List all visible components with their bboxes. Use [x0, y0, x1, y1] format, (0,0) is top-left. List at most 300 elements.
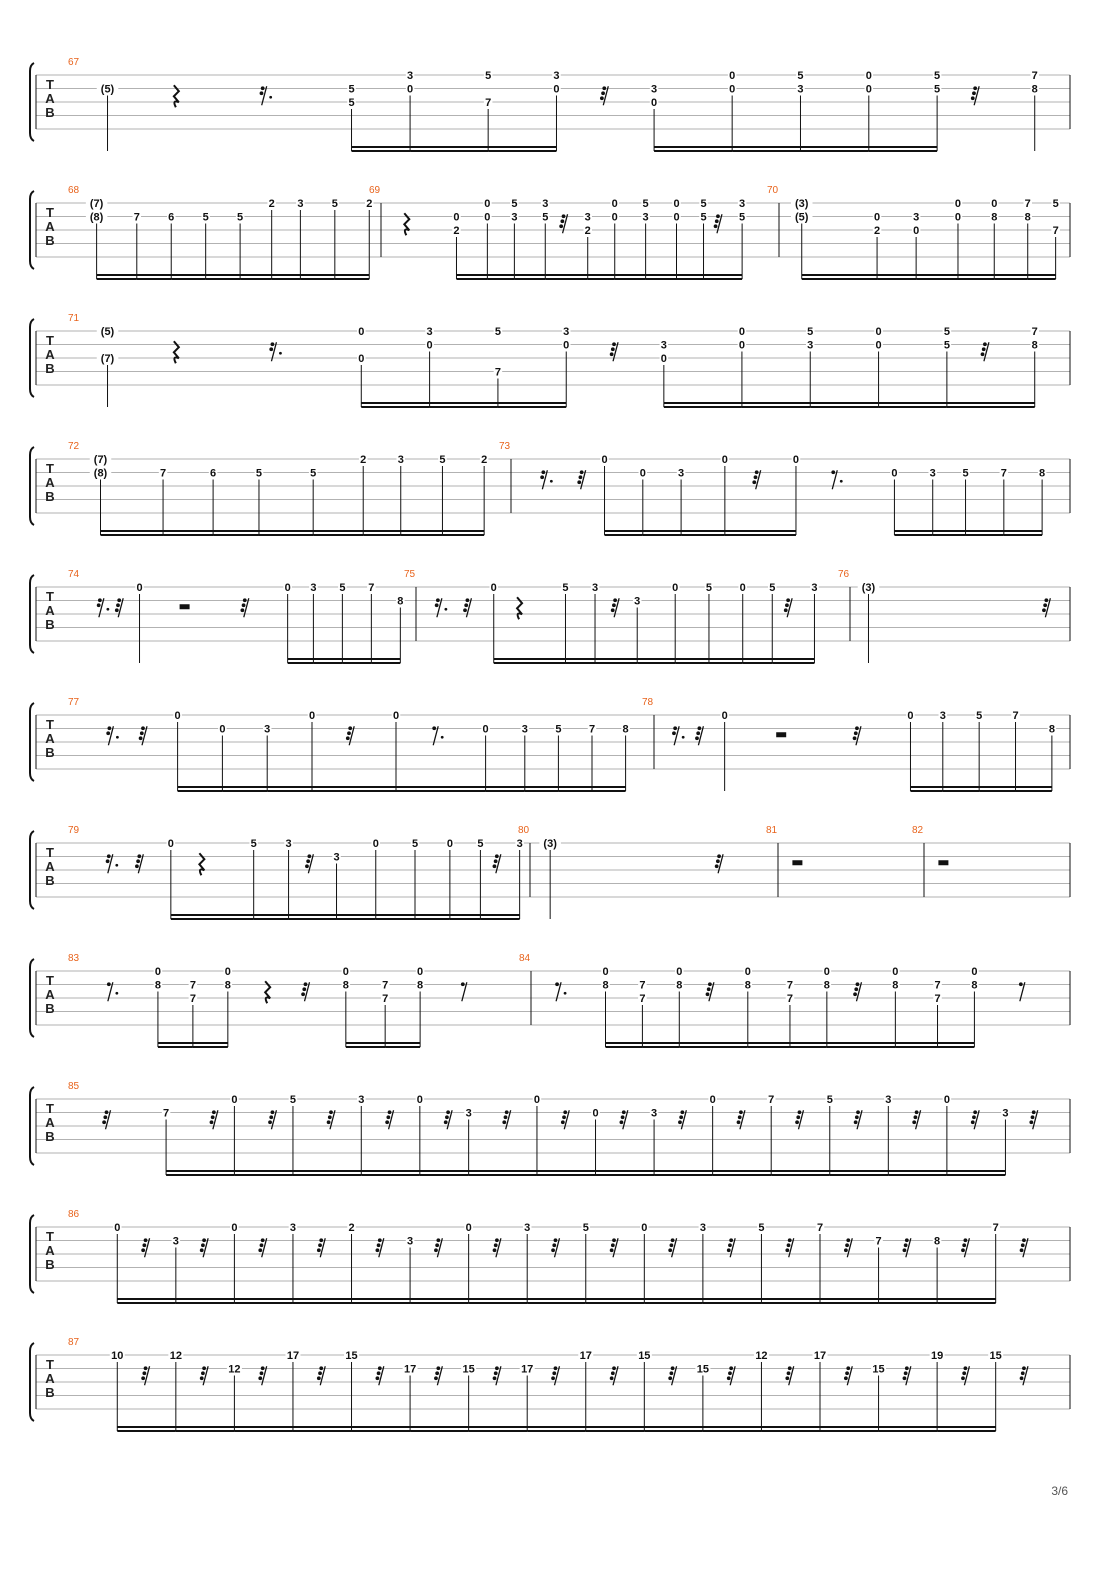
fret-number: 5	[562, 582, 569, 594]
measure-number: 74	[68, 569, 80, 580]
rest-flag	[116, 603, 120, 607]
fret-number: 0	[943, 1094, 950, 1106]
rest-flag	[436, 598, 440, 602]
rest-flag	[915, 1110, 919, 1114]
fret-number: 17	[521, 1363, 534, 1376]
fret-number: 3	[584, 211, 591, 224]
fret-number: (7)	[89, 198, 104, 210]
rest-flag	[97, 603, 101, 607]
fret-number: 8	[1031, 339, 1038, 352]
fret-number: 7	[786, 993, 794, 1005]
rest-dot	[269, 96, 272, 99]
fret-number: 8	[224, 979, 231, 992]
fret-number: 0	[231, 1094, 238, 1106]
system-bracket	[30, 703, 34, 781]
rest-flag	[552, 1243, 556, 1247]
rest-whole	[938, 860, 948, 865]
rest-flag	[554, 1366, 558, 1370]
fret-number: 0	[358, 326, 365, 338]
fret-number: 3	[285, 838, 292, 850]
rest-flag	[301, 992, 305, 996]
fret-number: 2	[366, 198, 373, 210]
rest-flag	[260, 91, 264, 95]
system-bracket	[30, 1087, 34, 1165]
fret-number: 5	[542, 211, 549, 224]
fret-number: 7	[1031, 70, 1038, 82]
rest-flag	[785, 1376, 789, 1380]
fret-number: 0	[729, 83, 736, 96]
measure-number: 86	[68, 1209, 80, 1220]
rest-flag	[788, 1238, 792, 1242]
fret-number: 0	[739, 582, 746, 594]
fret-number: 5	[511, 198, 518, 210]
fret-number: 0	[484, 198, 491, 210]
rest-dot	[106, 608, 109, 611]
measure-number: 69	[369, 185, 381, 196]
fret-number: 3	[634, 595, 641, 608]
fret-number: 0	[308, 710, 316, 722]
tab-clef-letter: B	[45, 105, 55, 120]
fret-number: 8	[971, 979, 978, 992]
rest-flag	[139, 736, 143, 740]
fret-number: 2	[268, 198, 275, 210]
rest-flag	[961, 1376, 965, 1380]
fret-number: 0	[721, 710, 728, 722]
rest-dot	[564, 992, 567, 995]
fret-number: 7	[133, 211, 140, 224]
fret-number: 0	[231, 1222, 238, 1234]
measure-number: 72	[68, 441, 80, 452]
fret-number: 0	[372, 838, 379, 850]
fret-number: 7	[768, 1094, 775, 1106]
fret-number: 0	[407, 83, 414, 96]
rest-flag	[108, 726, 112, 730]
tab-clef-letter: B	[45, 1001, 55, 1016]
fret-number: 0	[465, 1222, 472, 1234]
rest-dot	[840, 480, 843, 483]
fret-number: 3	[407, 70, 414, 82]
rest-dot	[115, 992, 118, 995]
rest-flag	[1022, 1366, 1026, 1370]
rest-flag	[261, 1238, 265, 1242]
tab-clef-letter: B	[45, 1257, 55, 1272]
rest-flag	[562, 214, 566, 218]
rest-flag	[855, 1115, 859, 1119]
fret-number: 7	[1012, 710, 1019, 722]
fret-number: 0	[114, 1222, 121, 1234]
measure-number: 79	[68, 825, 80, 836]
rest-flag	[243, 598, 247, 602]
rest-flag	[268, 1120, 272, 1124]
measure-number: 77	[68, 697, 80, 708]
rest-flag	[141, 726, 145, 730]
tab-clef-letter: A	[45, 1371, 55, 1386]
fret-number: 0	[358, 353, 365, 365]
rest-flag	[579, 475, 583, 479]
rest-dot	[682, 736, 685, 739]
rest-flag	[106, 859, 110, 863]
rest-flag	[601, 91, 605, 95]
fret-number: 17	[579, 1350, 592, 1362]
fret-number: 7	[639, 979, 646, 992]
fret-number: 3	[407, 1235, 414, 1248]
fret-number: 0	[426, 339, 433, 352]
fret-number: (8)	[93, 467, 108, 480]
rest-flag	[904, 1243, 908, 1247]
fret-number: 0	[673, 198, 680, 210]
rest-flag	[493, 1248, 497, 1252]
system-bracket	[30, 447, 34, 525]
rest-flag	[559, 224, 563, 228]
rest-flag	[103, 1115, 107, 1119]
rest-flag	[105, 1110, 109, 1114]
rest-flag	[788, 1366, 792, 1370]
rest-flag	[107, 854, 111, 858]
rest-flag	[785, 603, 789, 607]
tab-clef-letter: T	[46, 461, 54, 476]
fret-number: 0	[611, 198, 618, 210]
rest-flag	[612, 603, 616, 607]
system-bracket	[30, 191, 34, 269]
fret-number: 5	[494, 326, 501, 338]
rest-flag	[903, 1376, 907, 1380]
fret-number: 5	[934, 83, 941, 96]
measure-number: 76	[838, 569, 850, 580]
fret-number: 17	[813, 1350, 827, 1362]
fret-number: 3	[297, 198, 304, 210]
rest-flag	[612, 1366, 616, 1370]
rest-flag	[971, 96, 975, 100]
tab-clef-letter: B	[45, 1385, 55, 1400]
rest-flag	[786, 598, 790, 602]
rest-flag	[541, 470, 545, 474]
tab-clef-letter: T	[46, 1229, 54, 1244]
fret-number: 0	[490, 582, 497, 594]
rest-flag	[261, 86, 265, 90]
rest-flag	[973, 86, 977, 90]
rest-flag	[378, 1366, 382, 1370]
rest-flag	[610, 352, 614, 356]
fret-number: 5	[439, 454, 446, 466]
rest-flag	[611, 608, 615, 612]
fret-number: 8	[676, 979, 683, 992]
rest-flag	[435, 603, 439, 607]
fret-number: 3	[651, 1107, 658, 1120]
rest-flag	[729, 1238, 733, 1242]
fret-number: 7	[1052, 225, 1059, 237]
fret-number: 3	[553, 70, 560, 82]
fret-number: 2	[874, 225, 881, 237]
system-bracket	[30, 63, 34, 141]
tab-clef-letter: B	[45, 489, 55, 504]
fret-number: 0	[991, 198, 998, 210]
tab-clef-letter: T	[46, 1357, 54, 1372]
rest-flag	[304, 982, 308, 986]
tab-clef-letter: A	[45, 219, 55, 234]
fret-number: 8	[744, 979, 751, 992]
tab-clef-letter: T	[46, 333, 54, 348]
fret-number: 5	[331, 198, 338, 210]
fret-number: 3	[264, 723, 271, 736]
fret-number: 3	[521, 723, 528, 736]
rest-flag	[831, 470, 835, 474]
measure-number: 68	[68, 185, 80, 196]
fret-number: 5	[642, 198, 649, 210]
tab-clef-letter: T	[46, 845, 54, 860]
rest-flag	[844, 1376, 848, 1380]
fret-number: 5	[700, 211, 707, 224]
fret-number: 0	[865, 70, 872, 82]
rest-flag	[201, 1371, 205, 1375]
fret-number: 6	[168, 211, 175, 224]
rest-flag	[376, 1376, 380, 1380]
fret-number: 5	[962, 467, 969, 480]
fret-number: 0	[672, 582, 679, 594]
tab-clef-letter: T	[46, 205, 54, 220]
rest-flag	[464, 603, 468, 607]
measure-number: 78	[642, 697, 654, 708]
fret-number: 0	[823, 966, 830, 978]
rest-flag	[602, 86, 606, 90]
rest-flag	[307, 854, 311, 858]
fret-number: 0	[639, 467, 646, 480]
fret-number: 2	[584, 225, 591, 237]
fret-number: 8	[892, 979, 899, 992]
fret-number: 8	[1024, 211, 1031, 224]
rest-flag	[612, 342, 616, 346]
fret-number: 0	[954, 211, 962, 224]
rest-flag	[728, 1371, 732, 1375]
fret-number: 0	[913, 225, 920, 237]
rest-half	[776, 732, 786, 737]
rest-flag	[708, 982, 712, 986]
system-bracket	[30, 1343, 34, 1421]
rest-flag	[755, 470, 759, 474]
rest-flag	[269, 1115, 273, 1119]
rest-flag	[580, 470, 584, 474]
fret-number: 0	[563, 339, 570, 352]
fret-number: 7	[382, 993, 389, 1005]
rest-flag	[504, 1115, 508, 1119]
rest-flag	[610, 1248, 614, 1252]
measure-number: 81	[766, 825, 778, 836]
rest-flag	[305, 864, 309, 868]
measure-number: 75	[404, 569, 416, 580]
fret-number: 7	[875, 1235, 882, 1248]
fret-number: 0	[482, 723, 489, 736]
rest-flag	[346, 736, 350, 740]
rest-flag	[679, 1115, 683, 1119]
measure-number: 87	[68, 1337, 80, 1348]
rest-flag	[611, 347, 615, 351]
fret-number: 7	[786, 979, 794, 992]
fret-number: 5	[807, 326, 814, 338]
fret-number: 7	[934, 993, 941, 1005]
fret-number: 7	[189, 979, 196, 992]
rest-flag	[854, 987, 858, 991]
tab-clef-letter: T	[46, 717, 54, 732]
measure-number: 84	[519, 953, 531, 964]
rest-flag	[1021, 1243, 1025, 1247]
rest-dot	[116, 736, 119, 739]
rest-flag	[715, 864, 719, 868]
rest-flag	[260, 1371, 264, 1375]
fret-number: 3	[426, 326, 433, 338]
rest-flag	[202, 1238, 206, 1242]
fret-number: 8	[622, 723, 629, 736]
fret-number: 0	[891, 467, 898, 480]
fret-number: 5	[797, 70, 804, 82]
rest-flag	[905, 1366, 909, 1370]
rest-flag	[551, 1248, 555, 1252]
rest-flag	[136, 859, 140, 863]
fret-number: 3	[333, 851, 340, 864]
fret-number: 0	[484, 211, 491, 224]
rest-flag	[319, 1366, 323, 1370]
rest-flag	[495, 854, 499, 858]
rest-flag	[240, 608, 244, 612]
rest-flag	[982, 347, 986, 351]
tab-clef-letter: A	[45, 987, 55, 1002]
fret-number: 0	[641, 1222, 648, 1234]
fret-number: 15	[462, 1363, 475, 1376]
fret-number: 3	[542, 198, 549, 210]
rest-flag	[432, 726, 436, 730]
rest-flag	[494, 1243, 498, 1247]
rest-flag	[964, 1366, 968, 1370]
fret-number: 3	[678, 467, 685, 480]
rest-flag	[1021, 1371, 1025, 1375]
rest-flag	[202, 1366, 206, 1370]
rest-flag	[436, 1366, 440, 1370]
rest-flag	[680, 1110, 684, 1114]
rest-flag	[141, 1376, 145, 1380]
rest-flag	[505, 1110, 509, 1114]
fret-number: 7	[934, 979, 941, 992]
rest-flag	[845, 1371, 849, 1375]
rest-flag	[261, 1366, 265, 1370]
fret-number: 3	[289, 1222, 297, 1234]
rest-flag	[698, 726, 702, 730]
fret-number: 5	[739, 211, 746, 224]
fret-number: (7)	[93, 454, 108, 466]
rest-flag	[717, 854, 721, 858]
rest-flag	[1020, 1248, 1024, 1252]
rest-flag	[561, 1120, 565, 1124]
measure-number: 83	[68, 953, 80, 964]
rest-flag	[729, 1366, 733, 1370]
rest-flag	[562, 1115, 566, 1119]
fret-number: 3	[642, 211, 649, 224]
fret-number: 7	[1000, 467, 1007, 480]
tab-clef-letter: A	[45, 603, 55, 618]
rest-flag	[727, 1376, 731, 1380]
fret-number: 0	[738, 339, 745, 352]
fret-number: 0	[651, 97, 658, 109]
rest-flag	[318, 1371, 322, 1375]
rest-flag	[495, 1366, 499, 1370]
rest-flag	[107, 982, 111, 986]
rest-flag	[201, 1243, 205, 1247]
fret-number: (5)	[100, 326, 115, 338]
fret-number: 12	[169, 1350, 182, 1362]
rest-flag	[964, 1238, 968, 1242]
fret-number: 5	[555, 723, 562, 736]
rest-flag	[444, 1120, 448, 1124]
fret-number: 3	[310, 582, 317, 594]
rest-flag	[905, 1238, 909, 1242]
fret-number: 5	[289, 1094, 297, 1106]
fret-number: 0	[136, 582, 143, 594]
fret-number: 0	[792, 454, 800, 466]
fret-number: 5	[769, 582, 776, 594]
rest-whole	[792, 860, 802, 865]
rest-flag	[612, 1238, 616, 1242]
rest-flag	[670, 1243, 674, 1247]
rest-flag	[378, 1238, 382, 1242]
fret-number: 5	[411, 838, 419, 850]
rest-flag	[115, 608, 119, 612]
fret-number: 0	[446, 838, 453, 850]
fret-number: 3	[465, 1107, 472, 1120]
fret-number: 0	[729, 70, 736, 82]
fret-number: 0	[453, 211, 460, 224]
tab-clef-letter: B	[45, 1129, 55, 1144]
fret-number: 0	[224, 966, 231, 978]
tab-clef-letter: T	[46, 1101, 54, 1116]
fret-number: 6	[210, 467, 217, 480]
rest-flag	[142, 1243, 146, 1247]
rest-flag	[318, 1243, 322, 1247]
fret-number: 7	[382, 979, 389, 992]
rest-flag	[695, 736, 699, 740]
rest-flag	[855, 726, 859, 730]
rest-flag	[981, 352, 985, 356]
fret-number: 3	[739, 198, 746, 210]
rest-flag	[611, 1243, 615, 1247]
rest-flag	[435, 1371, 439, 1375]
fret-number: 5	[705, 582, 713, 594]
rest-flag	[1029, 1120, 1033, 1124]
fret-number: 0	[875, 339, 882, 352]
fret-number: 0	[416, 1094, 423, 1106]
fret-number: 0	[744, 966, 751, 978]
fret-number: 0	[875, 326, 882, 338]
rest-flag	[622, 1110, 626, 1114]
fret-number: 15	[872, 1363, 885, 1376]
fret-number: 0	[342, 966, 349, 978]
fret-number: 3	[699, 1222, 706, 1234]
fret-number: 17	[286, 1350, 300, 1362]
fret-number: 3	[397, 454, 404, 466]
rest-flag	[707, 987, 711, 991]
rest-flag	[714, 224, 718, 228]
rest-flag	[260, 1243, 264, 1247]
fret-number: 19	[930, 1350, 944, 1362]
rest-flag	[912, 1120, 916, 1124]
measure-number: 85	[68, 1081, 80, 1092]
fret-number: 0	[417, 966, 424, 978]
rest-flag	[1020, 1376, 1024, 1380]
fret-number: 0	[392, 710, 400, 722]
measure-number: 67	[68, 57, 80, 68]
rest-flag	[466, 598, 470, 602]
rest-flag	[347, 731, 351, 735]
rest-flag	[211, 1115, 215, 1119]
fret-number: (7)	[100, 353, 115, 365]
rest-flag	[434, 1376, 438, 1380]
fret-number: 5	[485, 70, 492, 82]
